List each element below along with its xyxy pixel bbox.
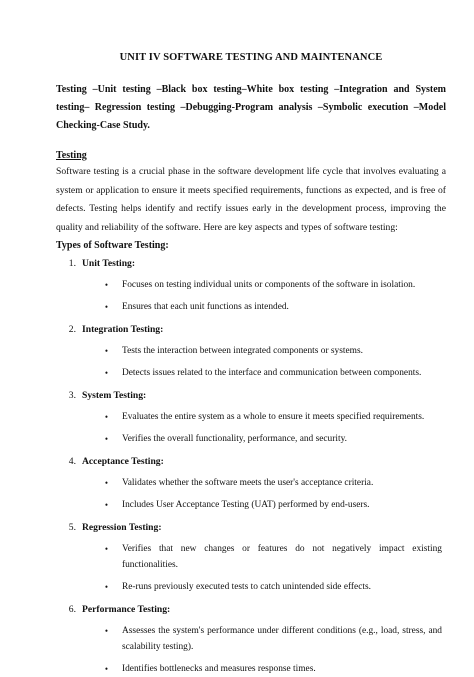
bullet-icon: •: [104, 434, 108, 445]
testing-type-name: Performance Testing:: [82, 604, 171, 616]
bullet-icon: •: [104, 544, 108, 555]
list-number: 3.: [68, 390, 76, 402]
bullet-list: [56, 343, 446, 381]
testing-type-item: [56, 388, 446, 447]
bullet-list: [56, 277, 446, 315]
topics-summary: Testing –Unit testing –Black box testing–White box testing –Integration and System testing– Regression testing –Debugging-Program analysis –Symbolic execution –Model Checking-Case Study.: [56, 84, 446, 131]
bullet-text: Verifies the overall functionality, performance, and security.: [122, 434, 347, 445]
bullet-item: [56, 409, 446, 425]
bullet-icon: •: [104, 478, 108, 489]
bullet-text: Includes User Acceptance Testing (UAT) performed by end-users.: [122, 500, 370, 511]
bullet-text: Ensures that each unit functions as intended.: [122, 302, 289, 313]
bullet-icon: •: [104, 582, 108, 593]
document-title: UNIT IV SOFTWARE TESTING AND MAINTENANCE: [119, 52, 383, 63]
testing-type-name: Regression Testing:: [82, 522, 162, 534]
bullet-item: [56, 661, 446, 677]
testing-type-heading: [56, 454, 446, 470]
bullet-item: [56, 365, 446, 381]
testing-type-item: [56, 256, 446, 315]
testing-type-item: [56, 602, 446, 677]
testing-type-item: [56, 520, 446, 595]
list-number: 6.: [68, 604, 76, 616]
list-number: 1.: [68, 258, 76, 270]
bullet-text: Identifies bottlenecks and measures response times.: [122, 664, 316, 675]
bullet-list: [56, 623, 446, 677]
bullet-item: [56, 343, 446, 359]
bullet-icon: •: [104, 368, 108, 379]
bullet-text: Evaluates the entire system as a whole to ensure it meets specified requirements.: [122, 412, 425, 423]
bullet-item: [56, 277, 446, 293]
bullet-icon: •: [104, 280, 108, 291]
testing-type-name: Unit Testing:: [82, 258, 136, 270]
bullet-item: [56, 497, 446, 513]
bullet-icon: •: [104, 626, 108, 637]
testing-types-list: [56, 256, 446, 677]
bullet-icon: •: [104, 302, 108, 313]
bullet-text: Validates whether the software meets the user's acceptance criteria.: [122, 478, 374, 489]
testing-type-name: Acceptance Testing:: [82, 456, 164, 468]
testing-type-heading: [56, 602, 446, 618]
testing-type-item: [56, 454, 446, 513]
testing-type-heading: [56, 520, 446, 536]
bullet-list: [56, 541, 446, 595]
testing-type-heading: [56, 388, 446, 404]
list-number: 2.: [68, 324, 76, 336]
testing-type-name: System Testing:: [82, 390, 147, 402]
bullet-item: [56, 475, 446, 491]
types-heading: Types of Software Testing:: [56, 240, 169, 252]
bullet-icon: •: [104, 500, 108, 511]
section-heading: Testing: [56, 150, 87, 161]
bullet-text: Detects issues related to the interface and communication between components.: [122, 368, 422, 379]
testing-type-item: [56, 322, 446, 381]
bullet-text: Re-runs previously executed tests to catch unintended side effects.: [122, 582, 371, 593]
list-number: 5.: [68, 522, 76, 534]
bullet-icon: •: [104, 664, 108, 675]
bullet-item: [56, 579, 446, 595]
testing-type-heading: [56, 256, 446, 272]
bullet-item: [56, 541, 446, 573]
bullet-item: [56, 299, 446, 315]
testing-type-name: Integration Testing:: [82, 324, 164, 336]
intro-paragraph: Software testing is a crucial phase in the software development life cycle that involves evaluating a system or application to ensure it meets specified requirements, functions as expected, and is free of defects. Testing helps identify and rectify issues early in the development process, improving the quality and reliability of the software. Here are key aspects and types of software testing:: [56, 166, 446, 233]
bullet-list: [56, 409, 446, 447]
bullet-icon: •: [104, 412, 108, 423]
bullet-item: [56, 431, 446, 447]
list-number: 4.: [68, 456, 76, 468]
bullet-text: Assesses the system's performance under different conditions (e.g., load, stress, and scalability testing).: [122, 626, 442, 653]
bullet-text: Focuses on testing individual units or components of the software in isolation.: [122, 280, 416, 291]
bullet-text: Verifies that new changes or features do not negatively impact existing functionalities.: [122, 544, 442, 571]
testing-type-heading: [56, 322, 446, 338]
bullet-icon: •: [104, 346, 108, 357]
bullet-list: [56, 475, 446, 513]
bullet-text: Tests the interaction between integrated components or systems.: [122, 346, 363, 357]
bullet-item: [56, 623, 446, 655]
